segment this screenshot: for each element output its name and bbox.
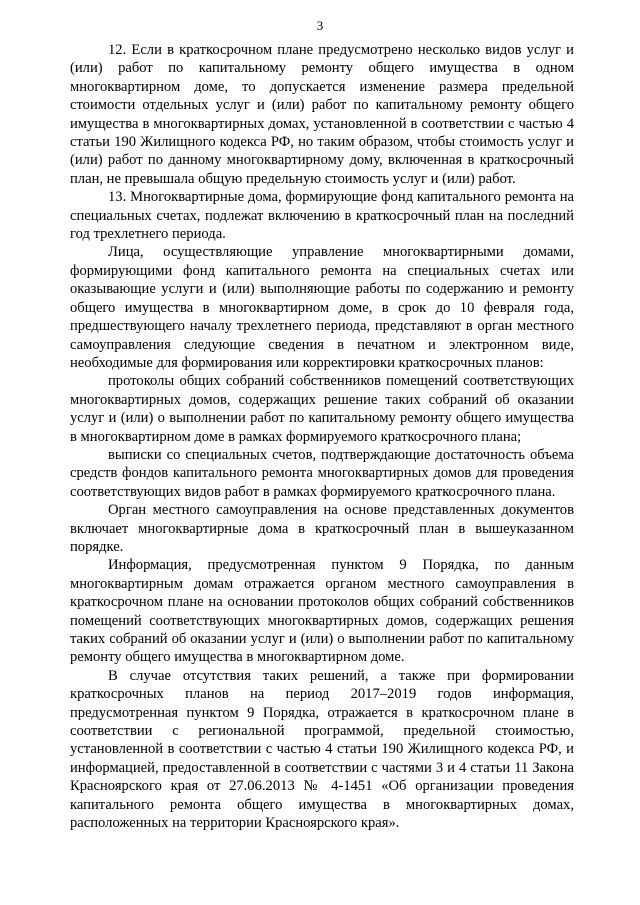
paragraph-absence-of-decisions: В случае отсутствия таких решений, а также при формировании краткосрочных планов на период 2017–2019 годов информация, предусмотренная пунктом 9 Порядка, отражается в краткосрочном плане в соответствии с региональной программой, предельной стоимостью, установленной в соответствии с частью 4 статьи 190 Жилищного кодекса РФ, и информацией, предоставленной в соответствии с частями 3 и 4 статьи 11 Закона Красноярского края от 27.06.2013 № 4-1451 «Об организации проведения капитального ремонта общего имущества в многоквартирных домах, расположенных на территории Красноярского края». [70, 667, 574, 832]
paragraph-information: Информация, предусмотренная пунктом 9 Порядка, по данным многоквартирным домам отражается органом местного самоуправления в краткосрочном плане на основании протоколов общих собраний собственников помещений соответствующих многоквартирных домов, содержащих решения таких собраний об оказании услуг и (или) о выполнении работ по капитальному ремонту общего имущества в многоквартирном доме. [70, 557, 574, 666]
paragraph-account-statements: выписки со специальных счетов, подтверждающие достаточность объема средств фондов капитального ремонта многоквартирных домов для проведения соответствующих видов работ в рамках формируемого краткосрочного плана. [70, 446, 574, 500]
page-number: 3 [316, 18, 324, 33]
paragraph-local-authority: Орган местного самоуправления на основе представленных документов включает многоквартирные дома в краткосрочный план в вышеуказанном порядке. [70, 502, 574, 555]
paragraph-management-persons: Лица, осуществляющие управление многоквартирными домами, формирующими фонд капитального ремонта на специальных счетах или оказывающие услуги и (или) выполняющие работы по содержанию и ремонту общего имущества в многоквартирном доме, в срок до 10 февраля года, предшествующего началу трехлетнего периода, представляют в орган местного самоуправления следующие сведения в печатном и электронном виде, необходимые для формирования или корректировки краткосрочных планов: [70, 244, 574, 371]
paragraph-12: 12. Если в краткосрочном плане предусмотрено несколько видов услуг и (или) работ по капитальному ремонту общего имущества в одном многоквартирном доме, то допускается изменение размера предельной стоимости отдельных услуг и (или) работ по капитальному ремонту общего имущества в многоквартирных домах, установленной в соответствии с частью 4 статьи 190 Жилищного кодекса РФ, но таким образом, чтобы стоимость услуг и (или) работ по данному многоквартирному дому, включенная в краткосрочный план, не превышала общую предельную стоимость услуг и (или) работ. [70, 42, 574, 187]
document-body [70, 41, 574, 832]
paragraph-meeting-protocols: протоколы общих собраний собственников помещений соответствующих многоквартирных домов, содержащих решение таких собраний об оказании услуг и (или) о выполнении работ по капитальному ремонту общего имущества в многоквартирном доме в рамках формируемого краткосрочного плана; [70, 373, 574, 445]
paragraph-13: 13. Многоквартирные дома, формирующие фонд капитального ремонта на специальных счетах, подлежат включению в краткосрочный план на последний год трехлетнего периода. [70, 189, 574, 243]
